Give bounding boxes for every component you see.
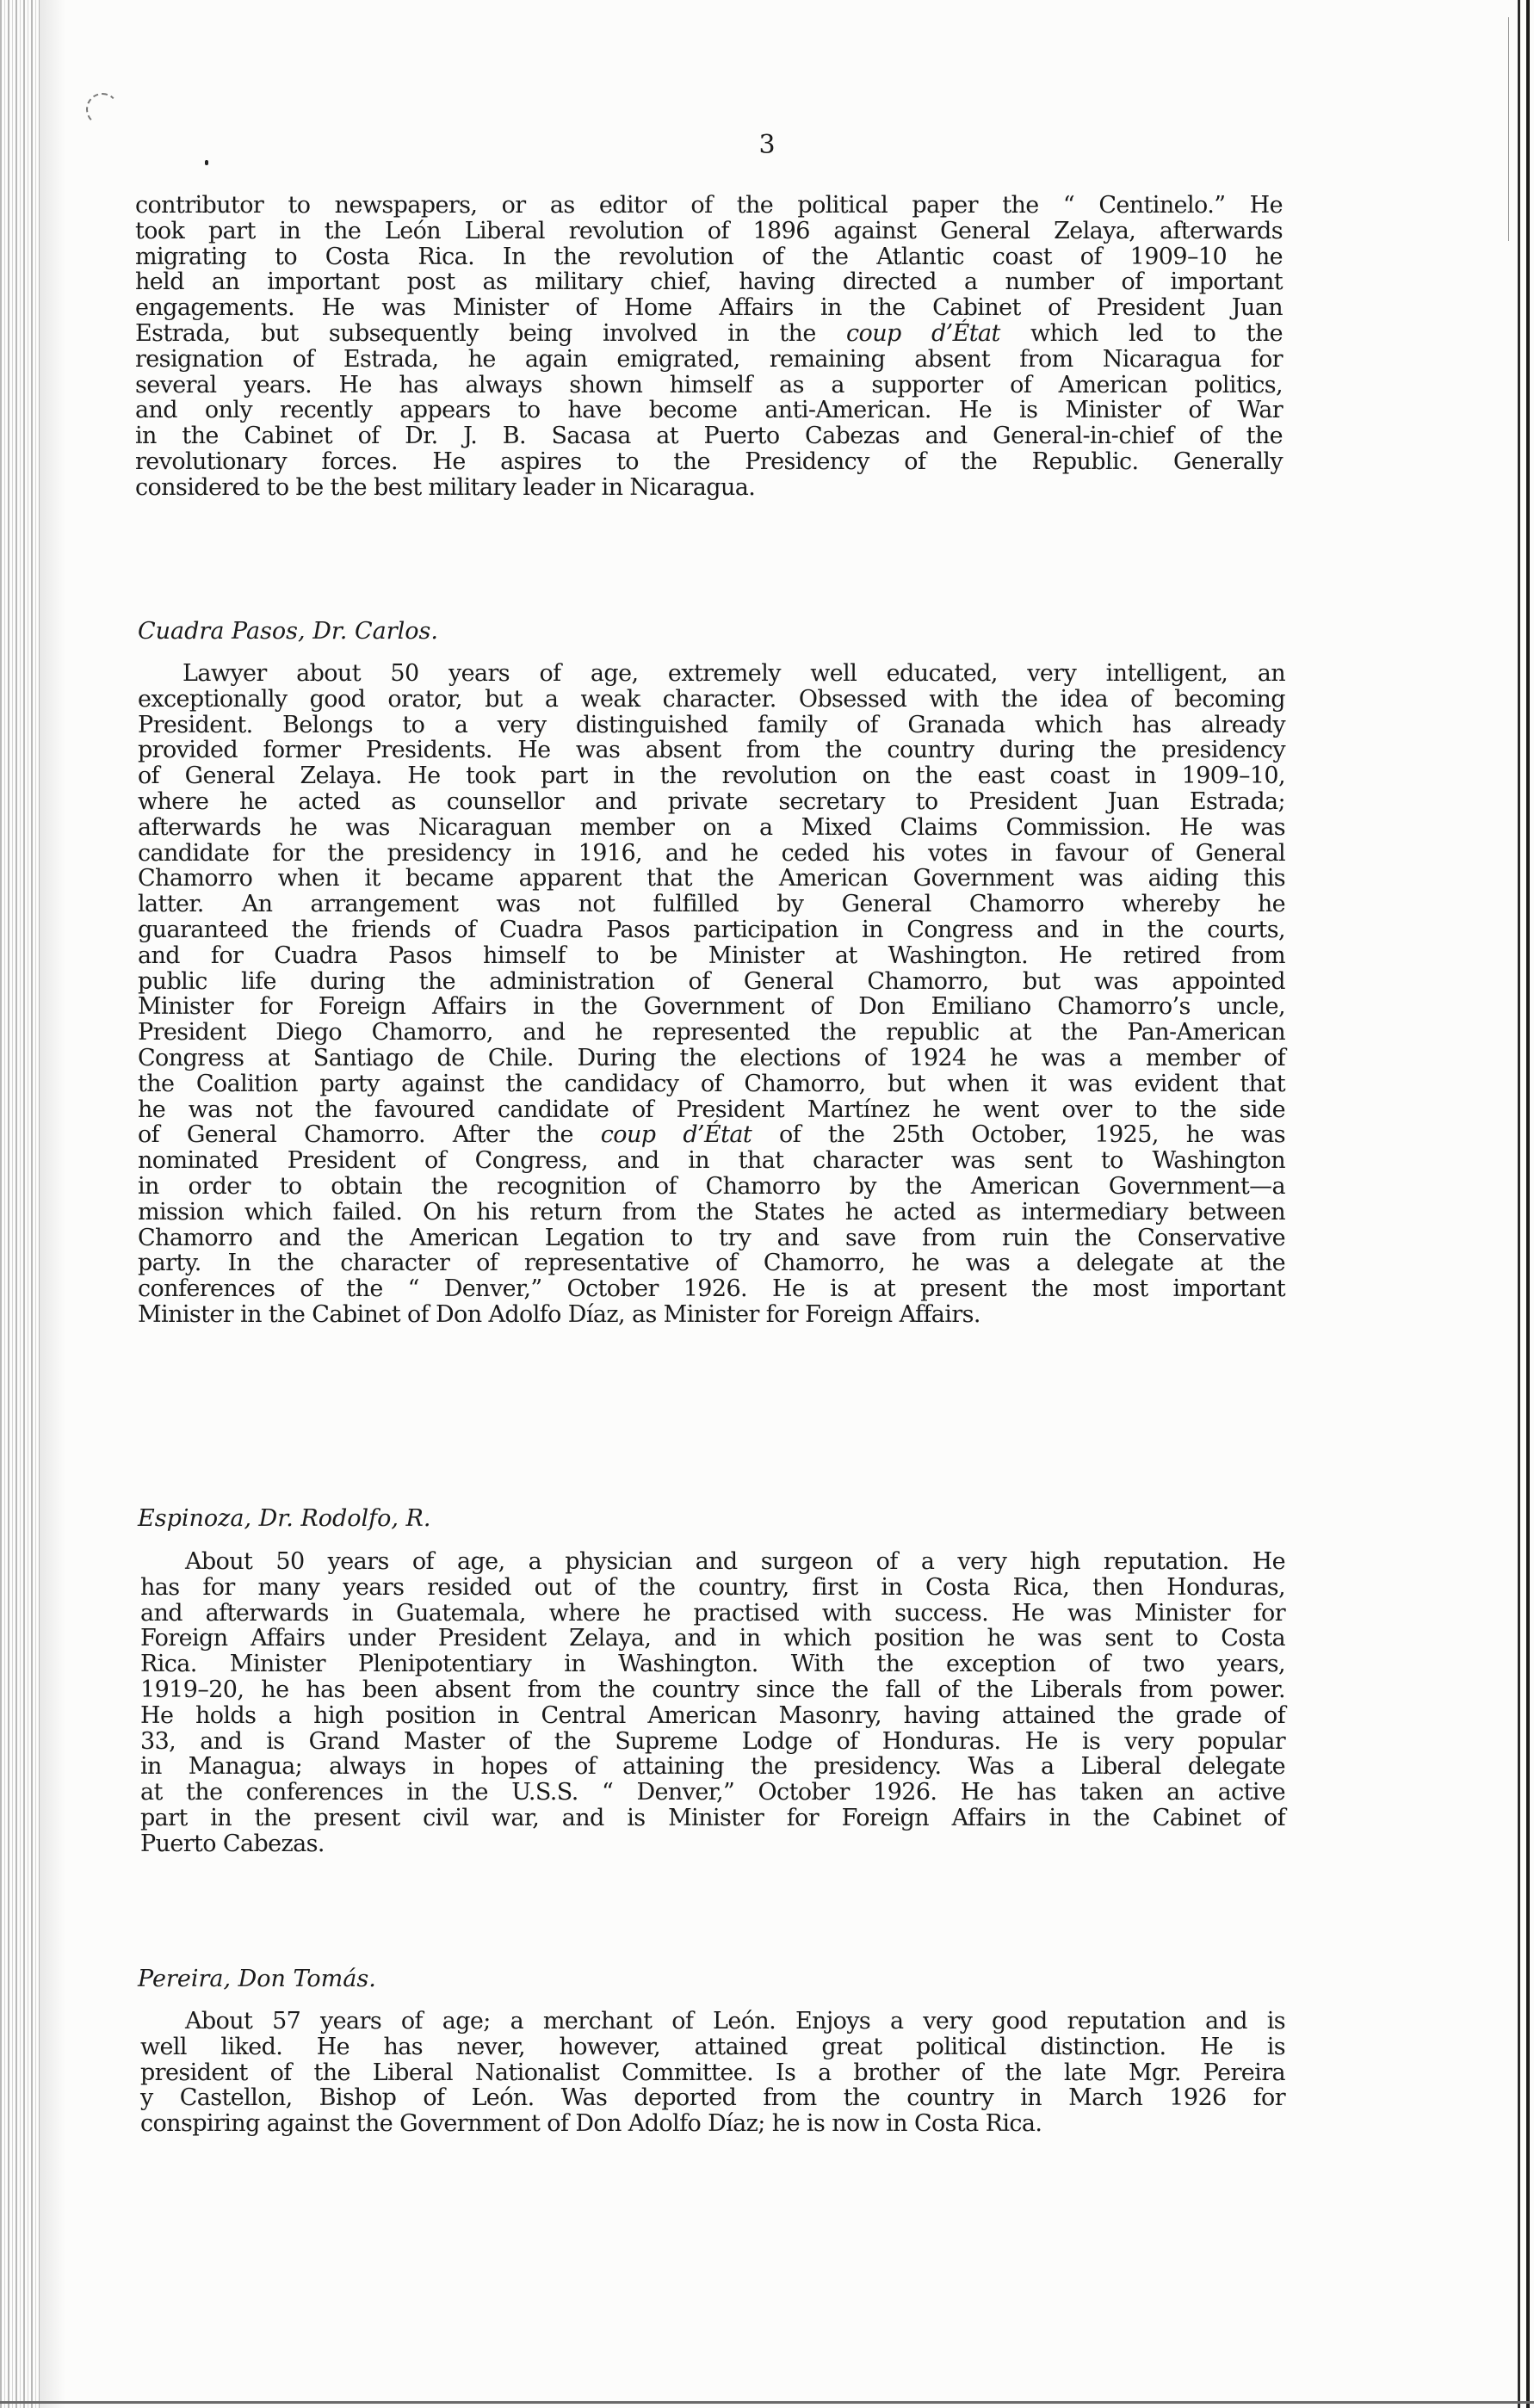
text-line: in the Cabinet of Dr. J. B. Sacasa at Puerto Cabezas and General-in-chief of the (135, 423, 1283, 450)
scan-binding-edge (0, 0, 40, 2408)
text-line: held an important post as military chief, having directed a number of important (135, 269, 1283, 296)
text-line: latter. An arrangement was not fulfilled by General Chamorro whereby he (138, 891, 1285, 918)
scan-right-rule-outer (1526, 0, 1530, 2408)
text-line: the Coalition party against the candidacy of Chamorro, but when it was evident that (138, 1070, 1285, 1097)
text-line: revolutionary forces. He aspires to the Presidency of the Republic. Generally (135, 448, 1283, 475)
text-line: Estrada, but subsequently being involved in the coup d’État which led to the (135, 319, 1283, 347)
entry-heading-cuadra-pasos: Cuadra Pasos, Dr. Carlos. (138, 618, 438, 645)
text-line: President. Belongs to a very distinguished family of Granada which has already (138, 711, 1285, 738)
text-line: Rica. Minister Plenipotentiary in Washington. With the exception of two years, (140, 1651, 1285, 1678)
scan-bottom-edge (0, 2401, 1534, 2404)
text-line: Chamorro and the American Legation to try and save from ruin the Conservative (138, 1224, 1285, 1251)
text-line: and for Cuadra Pasos himself to be Minister at Washington. He retired from (138, 942, 1285, 969)
text-line: afterwards he was Nicaraguan member on a Mixed Claims Commission. He was (138, 813, 1285, 841)
ink-speck (205, 160, 208, 165)
text-line: party. In the character of representative of Chamorro, he was a delegate at the (138, 1250, 1285, 1277)
text-line: Congress at Santiago de Chile. During the elections of 1924 he was a member of (138, 1044, 1285, 1071)
entry-body-espinoza (140, 1549, 1285, 1857)
entry-heading-espinoza: Espinoza, Dr. Rodolfo, R. (138, 1505, 431, 1532)
italic-phrase: coup d’État (600, 1121, 752, 1149)
scan-edge-shadow (40, 0, 65, 2408)
text-line: Lawyer about 50 years of age, extremely well educated, very intelligent, an (182, 660, 1285, 687)
entry-body-cuadra-pasos (138, 661, 1285, 1328)
text-line: Minister for Foreign Affairs in the Government of Don Emiliano Chamorro’s uncle, (138, 993, 1285, 1021)
ink-blot-mark (86, 93, 119, 126)
scan-right-rule (1518, 0, 1520, 2408)
text-line: Chamorro when it became apparent that the American Government was aiding this (138, 865, 1285, 892)
text-line: of General Zelaya. He took part in the revolution on the east coast in 1909–10, (138, 763, 1285, 790)
text-line: 33, and is Grand Master of the Supreme Lodge of Honduras. He is very popular (140, 1727, 1285, 1755)
text-line: y Castellon, Bishop of León. Was deported from the country in March 1926 for (140, 2084, 1285, 2112)
text-line: at the conferences in the U.S.S. “ Denver,” October 1926. He has taken an active (140, 1779, 1285, 1806)
text-line: nominated President of Congress, and in that character was sent to Washington (138, 1147, 1285, 1175)
text-line: where he acted as counsellor and private secretary to President Juan Estrada; (138, 787, 1285, 815)
entry-heading-pereira: Pereira, Don Tomás. (138, 1966, 376, 1992)
text-line: several years. He has always shown himself as a supporter of American politics, (135, 371, 1283, 398)
text-line: 1919–20, he has been absent from the country since the fall of the Liberals from power. (140, 1676, 1285, 1703)
text-line: candidate for the presidency in 1916, and he ceded his votes in favour of General (138, 839, 1285, 867)
italic-phrase: coup d’État (846, 319, 1000, 347)
text-line: About 57 years of age; a merchant of León. Enjoys a very good reputation and is (185, 2008, 1285, 2034)
continuation-paragraph (135, 193, 1283, 501)
text-line: public life during the administration of General Chamorro, but was appointed (138, 967, 1285, 995)
page-number: 3 (758, 130, 776, 160)
text-line: and only recently appears to have become anti-American. He is Minister of War (135, 397, 1283, 424)
text-line: mission which failed. On his return from the States he acted as intermediary between (138, 1198, 1285, 1226)
text-line: guaranteed the friends of Cuadra Pasos participation in Congress and in the courts, (138, 916, 1285, 943)
text-line: considered to be the best military leader in Nicaragua. (135, 473, 756, 501)
text-line: conspiring against the Government of Don Adolfo Díaz; he is now in Costa Rica. (140, 2110, 1042, 2138)
text-line: provided former Presidents. He was absent from the country during the presidency (138, 737, 1285, 764)
text-line: resignation of Estrada, he again emigrated, remaining absent from Nicaragua for (135, 345, 1283, 373)
text-line: He holds a high position in Central American Masonry, having attained the grade of (140, 1701, 1285, 1729)
text-line: has for many years resided out of the country, first in Costa Rica, then Honduras, (140, 1573, 1285, 1601)
text-line: About 50 years of age, a physician and surgeon of a very high reputation. He (185, 1548, 1285, 1575)
text-line: took part in the León Liberal revolution of 1896 against General Zelaya, afterwards (135, 217, 1283, 244)
text-line: part in the present civil war, and is Minister for Foreign Affairs in the Cabinet of (140, 1804, 1285, 1831)
text-line: migrating to Costa Rica. In the revolution of the Atlantic coast of 1909–10 he (135, 243, 1283, 270)
text-line: President Diego Chamorro, and he represented the republic at the Pan-American (138, 1019, 1285, 1047)
text-line: conferences of the “ Denver,” October 1926. He is at present the most important (138, 1275, 1285, 1303)
text-line: engagements. He was Minister of Home Affairs in the Cabinet of President Juan (135, 294, 1283, 322)
text-line: of General Chamorro. After the coup d’État of the 25th October, 1925, he was (138, 1121, 1286, 1149)
text-line: contributor to newspapers, or as editor of the political paper the “ Centinelo.” He (135, 192, 1283, 219)
text-line: exceptionally good orator, but a weak character. Obsessed with the idea of becoming (138, 685, 1285, 713)
entry-body-pereira (140, 2009, 1285, 2137)
text-line: Minister in the Cabinet of Don Adolfo Díaz, as Minister for Foreign Affairs. (138, 1300, 980, 1328)
text-line: well liked. He has never, however, attained great political distinction. He is (140, 2033, 1285, 2060)
text-line: Puerto Cabezas. (140, 1830, 325, 1857)
text-line: president of the Liberal Nationalist Committee. Is a brother of the late Mgr. Pereira (140, 2059, 1285, 2086)
text-line: and afterwards in Guatemala, where he practised with success. He was Minister for (140, 1599, 1285, 1627)
text-line: he was not the favoured candidate of President Martínez he went over to the side (138, 1096, 1285, 1123)
scan-right-rule-faint (1508, 17, 1509, 241)
text-line: in Managua; always in hopes of attaining the presidency. Was a Liberal delegate (140, 1753, 1285, 1781)
text-line: Foreign Affairs under President Zelaya, and in which position he was sent to Costa (140, 1625, 1285, 1652)
text-line: in order to obtain the recognition of Chamorro by the American Government—a (138, 1172, 1285, 1200)
